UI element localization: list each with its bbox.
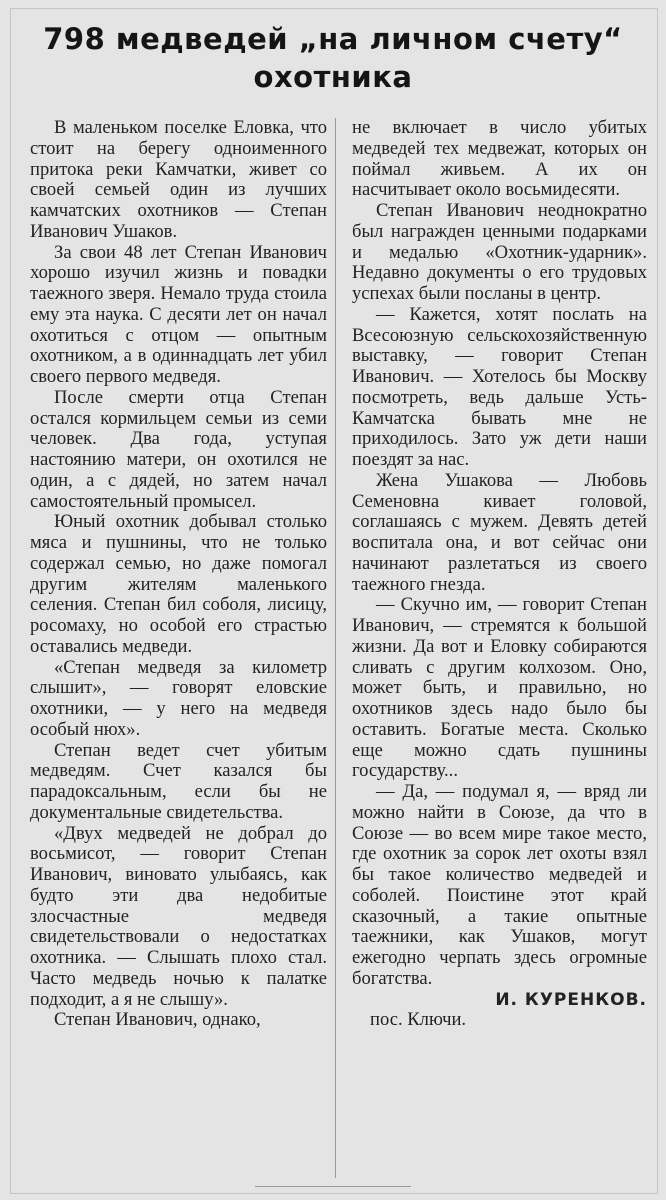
author-signature: И. КУРЕНКОВ. (495, 989, 647, 1010)
paragraph: Степан Иванович, однако, (54, 1009, 261, 1031)
right-column (352, 118, 647, 1031)
headline-line-1: 798 медведей „на личном счету“ (43, 22, 623, 56)
paragraph: После смерти отца Степан остался кормильцем семьи из семи человек. Два года, уступая настоянию матери, он охотился не один, а с дядей, но затем начал самостоятельный промысел. (30, 386, 327, 512)
bottom-divider (255, 1186, 411, 1187)
article-headline (20, 20, 646, 96)
paragraph: Жена Ушакова — Любовь Семеновна кивает головой, соглашаясь с мужем. Девять детей воспитала она, и вот сейчас они начинают разлетаться из своего таежного гнезда. (352, 469, 647, 595)
paragraph: За свои 48 лет Степан Иванович хорошо изучил жизнь и повадки таежного зверя. Немало труда стоила ему эта наука. С десяти лет он начал охотиться с отцом — опытным охотником, а в одиннадцать лет убил своего первого медведя. (30, 241, 327, 387)
paragraph: — Да, — подумал я, — вряд ли можно найти в Союзе, да что в Союзе — во всем мире такое место, где охотник за сорок лет охоты взял бы такое количество медведей и соболей. Поистине этот край сказочный, а такие опытные таежники, как Ушаков, могут ежегодно черпать здесь огромные богатства. (352, 781, 647, 989)
paragraph: В маленьком поселке Еловка, что стоит на берегу одноименного притока реки Камчатки, живет со своей семьей один из лучших камчатских охотников — Степан Иванович Ушаков. (30, 117, 327, 242)
paragraph: Степан Иванович неоднократно был награжден ценными подарками и медалью «Охотник-ударник». Недавно документы о его трудовых успехах были посланы в центр. (352, 200, 647, 304)
paragraph: не включает в число убитых медведей тех медвежат, которых он поймал живьем. А их он насчитывает около восьмидесяти. (352, 117, 647, 201)
paragraph: «Двух медведей не добрал до восьмисот, — говорит Степан Иванович, виновато улыбаясь, как будто эти два недобитые злосчастные медведя свидетельствовали о недостатках охотника. — Слышать плохо стал. Часто медведь ночью к палатке подходит, а я не слышу». (30, 822, 327, 1010)
paragraph: Степан ведет счет убитым медведям. Счет казался бы парадоксальным, если бы не документальные свидетельства. (30, 739, 327, 823)
paragraph: — Скучно им, — говорит Степан Иванович, — стремятся к большой жизни. Да вот и Еловку собираются сливать с другим колхозом. Оно, может быть, и правильно, но охотников здесь надо было бы оставить. Богатые места. Сколько еще можно сдать пушнины государству... (352, 594, 647, 782)
paragraph: — Кажется, хотят послать на Всесоюзную сельскохозяйственную выставку, — говорит Степан Иванович. — Хотелось бы Москву посмотреть, ведь дальше Усть-Камчатска бывать мне не приходилось. Зато уж дети наши поездят за нас. (352, 303, 647, 470)
dateline-place: пос. Ключи. (370, 1009, 467, 1031)
column-divider (335, 118, 336, 1178)
headline-line-2: охотника (253, 60, 413, 94)
paragraph: Юный охотник добывал столько мяса и пушнины, что не только содержал семью, но даже помогал другим жителям маленького селения. Степан бил соболя, лисицу, росомаху, но особой его страстью оставались медведи. (30, 511, 327, 657)
paragraph: «Степан медведя за километр слышит», — говорят еловские охотники, — у него на медведя особый нюх». (30, 656, 327, 740)
left-column (30, 118, 327, 1031)
